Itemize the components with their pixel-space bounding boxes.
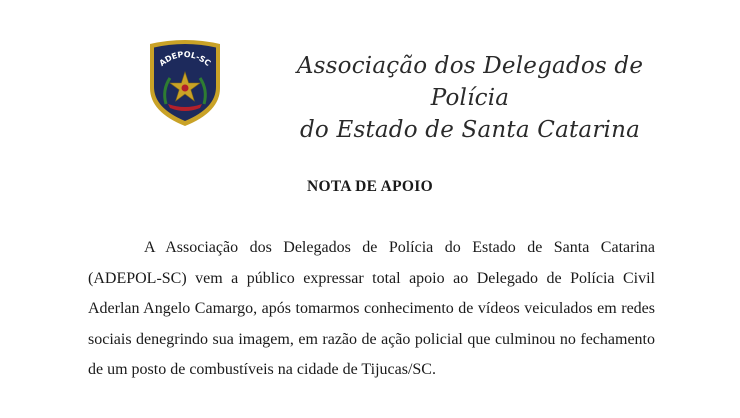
adepol-logo: [146, 38, 224, 128]
title-line-2: do Estado de Santa Catarina: [299, 117, 641, 143]
document-heading: NOTA DE APOIO: [307, 178, 433, 195]
logo-text: ADEPOL-SC: [157, 49, 213, 68]
title-line-1: Associação dos Delegados de Polícia: [296, 53, 644, 111]
body-paragraph: A Associação dos Delegados de Polícia do Estado de Santa Catarina (ADEPOL-SC) vem a público expressar total apoio ao Delegado de Polícia Civil Aderlan Angelo Camargo, após tomarmos conhecimento de vídeos veiculados em redes sociais denegrindo sua imagem, em razão de ação policial que culminou no fechamento de um posto de combustíveis na cidade de Tijucas/SC.: [88, 239, 655, 378]
badge-shield-icon: [146, 38, 224, 128]
association-title: [270, 50, 670, 146]
